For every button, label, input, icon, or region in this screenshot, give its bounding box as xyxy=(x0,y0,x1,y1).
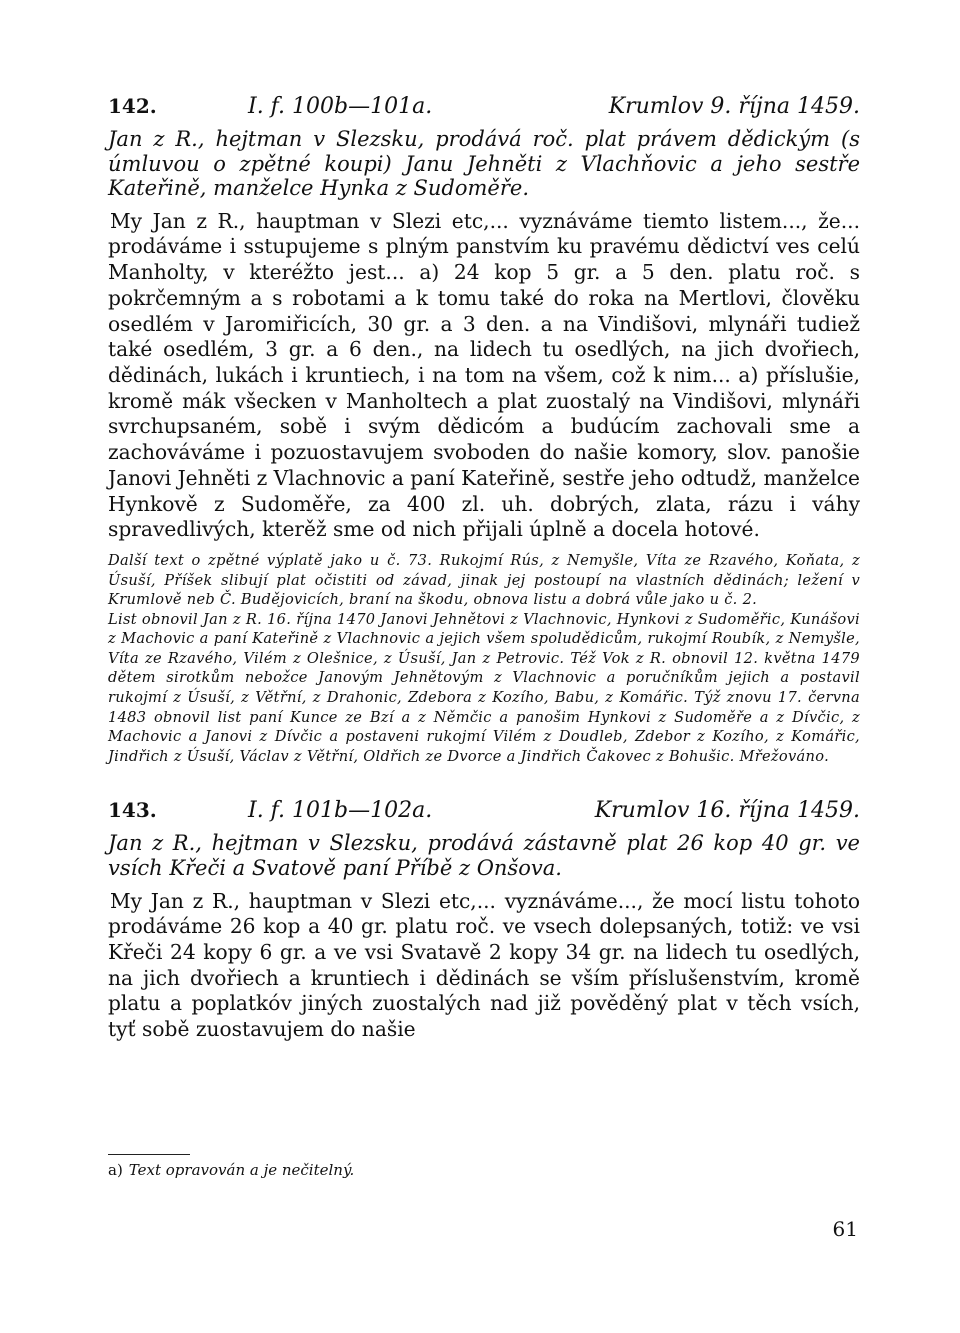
place-date: Krumlov 16. října 1459. xyxy=(594,798,860,824)
entry-header xyxy=(108,796,860,825)
entry-note: Další text o zpětné výplatě jako u č. 73. Rukojmí Rús, z Nemyšle, Víta ze Rzavého, Koňata, z Úsuší, Příšek slibují plat očistiti od závad, jinak jej postoupí na vlastních dědinách; ležení v Krumlově neb Č. Budějovicích, braní na škodu, obnova listu a dobrá vůle jako u č. 2. xyxy=(108,551,860,609)
page-content xyxy=(108,92,860,1043)
page-number: 61 xyxy=(832,1217,858,1241)
entry-header xyxy=(108,92,860,121)
footnote-text: Text opravován a je nečitelný. xyxy=(128,1161,355,1179)
footnote-divider xyxy=(108,1154,190,1155)
entry-number: 143. xyxy=(108,798,157,823)
entry-body: My Jan z R., hauptman v Slezi etc,... vyznáváme..., že mocí listu tohoto prodáváme 26 kop a 40 gr. platu roč. ve vsech dolepsaných, totiž: ve vsi Křeči 24 kopy 6 gr. a ve vsi Svatavě 2 kopy 34 gr. na lidech tu osedlých, na jich dvořiech a kruntiech i dědinách se vším příslušenstvím, kromě platu a poplatkóv jiných zuostalých nad již pověděný plat v těch vsích, tyť sobě zuostavujem do našie xyxy=(108,888,860,1042)
entry-body: My Jan z R., hauptman v Slezi etc,... vyznáváme tiemto listem..., že... prodáváme i sstupujeme s plným panstvím ku pravému dědictví ves celú Manholty, v kteréžto jest... a) 24 kop 5 gr. a 5 den. platu roč. s pokrčemným a s robotami a k tomu také do roka na Mertlovi, člověku osedlém v Jaromiřicích, 30 gr. a 3 den. a na Vindišovi, mlynáři tudiež také osedlém, 3 gr. a 6 den., na lidech tu osedlých, na jich dvořiech, dědinách, lukách i kruntiech, i na tom na všem, což k nim... a) příslušie, kromě mák všecken v Manholtech a plat zuostalý na Vindišovi, mlynáři svrchupsaném, sobě i svým dědicóm a budúcím zachovali sme a zachováváme i pozuostavujem svoboden do našie komory, slov. panošie Janovi Jehněti z Vlachnovic a paní Kateřině, sestře jeho odtudž, manželce Hynkově z Sudoměře, za 400 zl. uh. dobrých, zlata, rázu i váhy spravedlivých, kterěž sme od nich přijali úplně a docela hotové. xyxy=(108,208,860,542)
entry-142 xyxy=(108,92,860,766)
entry-summary: Jan z R., hejtman v Slezsku, prodává zástavně plat 26 kop 40 gr. ve vsích Křeči a Svatově paní Příbě z Onšova. xyxy=(108,831,860,881)
folio-reference: I. f. 101b—102a. xyxy=(248,798,433,824)
folio-reference: I. f. 100b—101a. xyxy=(248,94,433,119)
entry-143 xyxy=(108,796,860,1042)
entry-summary: Jan z R., hejtman v Slezsku, prodává roč. plat právem dědickým (s úmluvou o zpětné koupi) Janu Jehněti z Vlachňovic a jeho sestře Kateřině, manželce Hynka z Sudoměře. xyxy=(108,127,860,201)
place-date: Krumlov 9. října 1459. xyxy=(608,94,860,119)
entry-note: List obnovil Jan z R. 16. října 1470 Janovi Jehnětovi z Vlachnovic, Hynkovi z Sudoměřic, Kunášovi z Machovic a paní Kateřině z Vlachnovic a jejich všem spoludědicům, rukojmí Roubík, z Nemyšle, Víta ze Rzavého, Vilém z Olešnice, z Úsuší, Jan z Petrovic. Též Vok z R. obnovil 12. května 1479 dětem sirotkům nebožce Janovým Jehnětovým z Vlachnovic a poručníkům jejich a postavil rukojmí z Úsuší, z Větřní, z Drahonic, Zdebora z Kozího, Babu, z Komářic. Týž znovu 17. června 1483 obnovil list paní Kunce ze Bzí a z Němčic a panošim Hynkovi z Sudoměře a z Dívčic, z Machovic a Janovi z Dívčic a postaveni rukojmí Vilém z Doudleb, Zdebor z Kozího, z Komářic, Jindřich z Úsuší, Václav z Větřní, Oldřich ze Dvorce a Jindřich Čakovec z Bohušic. Mřežováno. xyxy=(108,610,860,765)
entry-number: 142. xyxy=(108,94,157,118)
footnote-mark: a) xyxy=(108,1161,123,1179)
footnote xyxy=(108,1161,354,1179)
